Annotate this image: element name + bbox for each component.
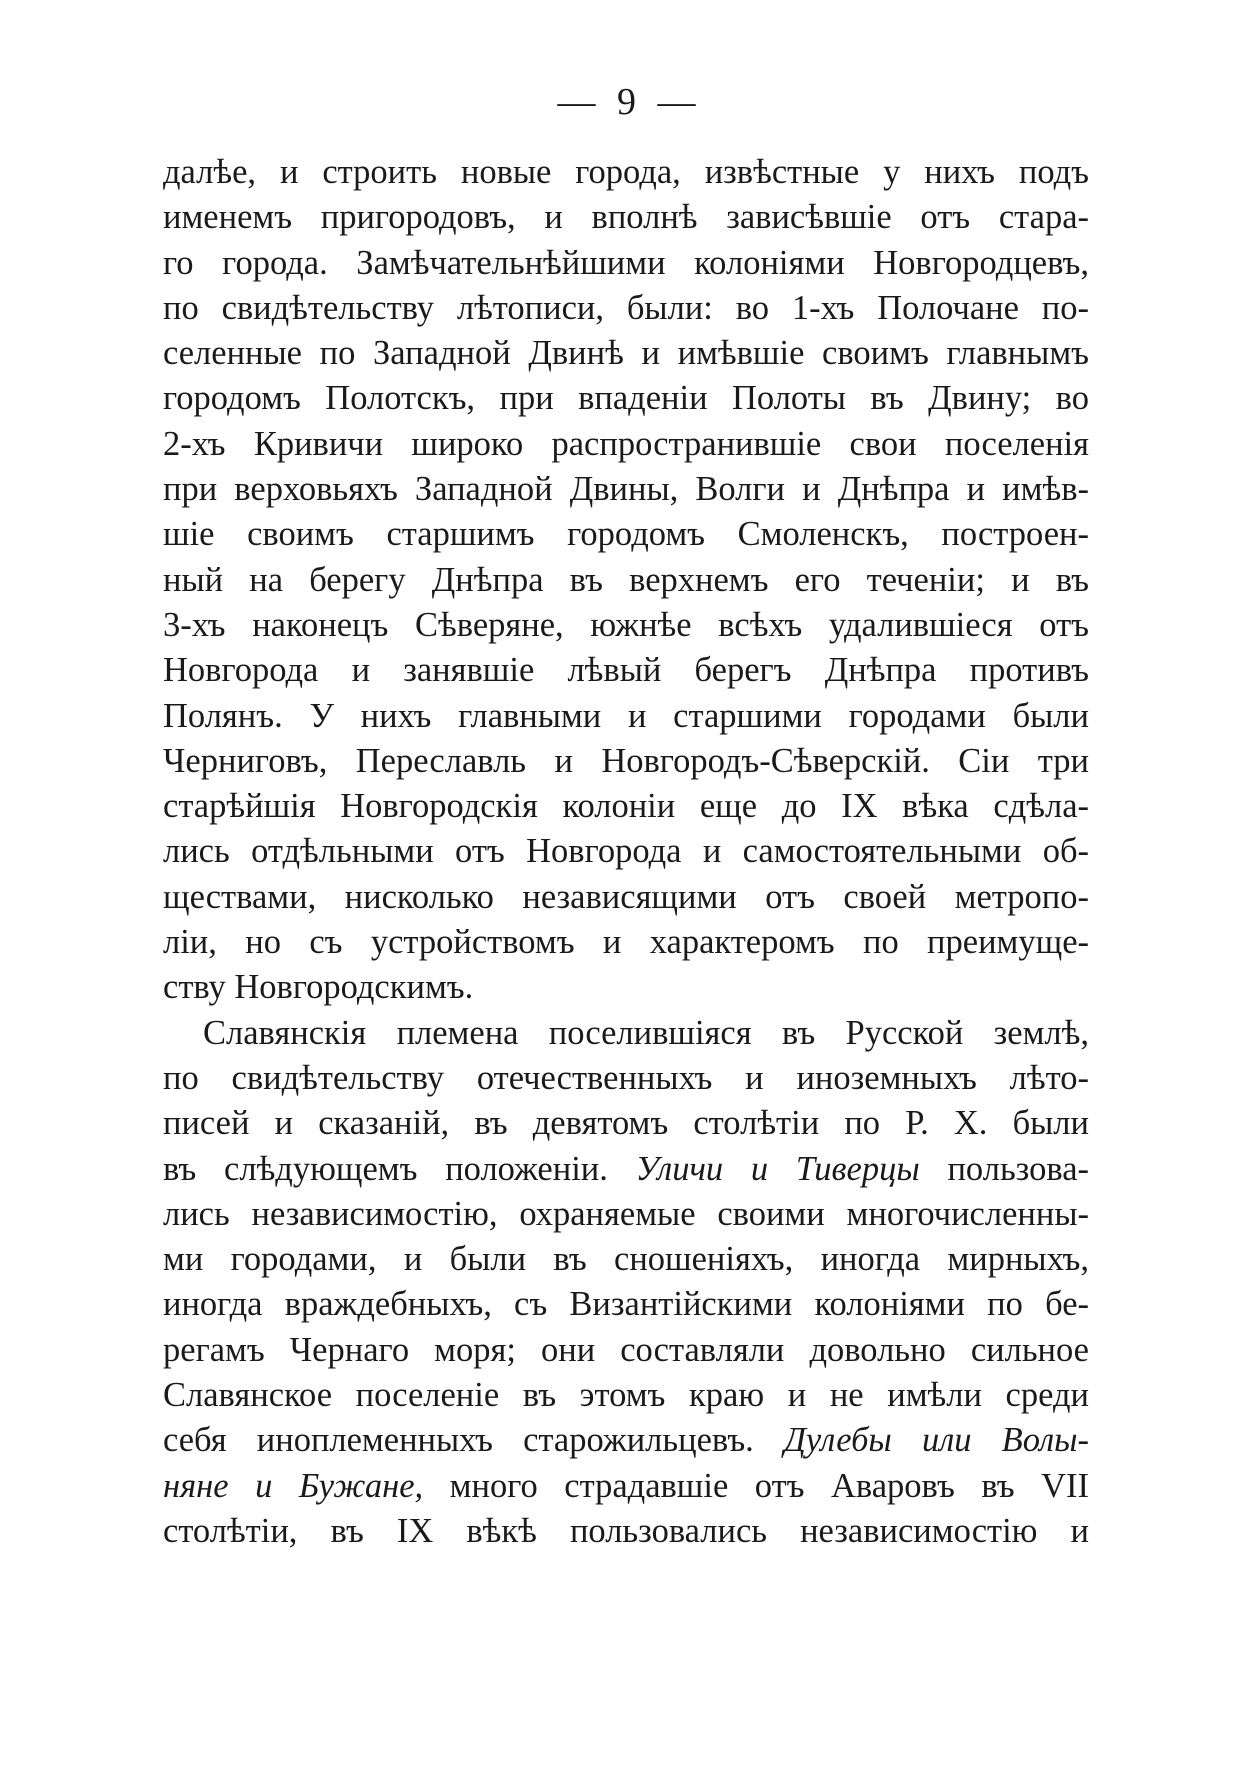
text-line: шіе своимъ старшимъ городомъ Смоленскъ, построен- (163, 515, 1089, 554)
text-line: Новгорода и занявшіе лѣвый берегъ Днѣпра противъ (163, 651, 1089, 690)
text-line: писей и сказаній, въ девятомъ столѣтіи по Р. Х. были (163, 1104, 1089, 1143)
text-line: по свидѣтельству отечественныхъ и иноземныхъ лѣто- (163, 1058, 1089, 1097)
text-line: Черниговъ, Переславль и Новгородъ-Сѣверскій. Сіи три (163, 741, 1089, 780)
text-line: 2-хъ Кривичи широко распространившіе свои поселенія (163, 424, 1089, 463)
text-line: старѣйшія Новгородскія колоніи еще до IX вѣка сдѣла- (163, 787, 1089, 826)
text-line: именемъ пригородовъ, и вполнѣ зависѣвшіе отъ стара- (163, 198, 1089, 237)
text-line: иногда враждебныхъ, съ Византійскими колоніями по бе- (163, 1285, 1089, 1324)
text-line: лись отдѣльными отъ Новгорода и самостоятельными об- (163, 832, 1089, 871)
italic-term: няне и Бужане, (163, 1466, 424, 1505)
text-line: Славянскія племена поселившіяся въ Русской землѣ, (203, 1013, 1089, 1052)
text-span: пользова- (919, 1149, 1089, 1188)
italic-term: Дулебы или Волы- (783, 1421, 1089, 1460)
text-line: лись независимостію, охраняемые своими многочисленны- (163, 1194, 1089, 1233)
text-line: при верховьяхъ Западной Двины, Волги и Днѣпра и имѣв- (163, 470, 1089, 509)
text-line: ществами, нисколько независящими отъ своей метропо- (163, 877, 1089, 916)
text-span: себя иноплеменныхъ старожильцевъ. (163, 1421, 784, 1460)
text-span: въ слѣдующемъ положеніи. (163, 1149, 636, 1188)
paragraph-1 (163, 150, 1089, 1011)
text-line: го города. Замѣчательнѣйшими колоніями Новгородцевъ, (163, 243, 1089, 282)
italic-term: Уличи и Тиверцы (635, 1149, 920, 1188)
text-line (163, 1147, 1089, 1192)
text-line: 3-хъ наконецъ Сѣверяне, южнѣе всѣхъ удалившіеся отъ (163, 605, 1089, 644)
text-line: ми городами, и были въ сношеніяхъ, иногда мирныхъ, (163, 1240, 1089, 1279)
text-line: селенные по Западной Двинѣ и имѣвшіе своимъ главнымъ (163, 334, 1089, 373)
text-line: ный на берегу Днѣпра въ верхнемъ его теченіи; и въ (163, 560, 1089, 599)
text-span: много страдавшіе отъ Аваровъ въ VII (423, 1466, 1089, 1505)
text-line: городомъ Полотскъ, при впаденіи Полоты въ Двину; во (163, 379, 1089, 418)
text-line: ству Новгородскимъ. (163, 968, 474, 1007)
paragraph-2 (163, 1011, 1089, 1555)
text-line: по свидѣтельству лѣтописи, были: во 1-хъ Полочане по- (163, 288, 1089, 327)
text-line: ліи, но съ устройствомъ и характеромъ по преимуще- (163, 923, 1089, 962)
text-line: столѣтіи, въ IX вѣкѣ пользовались независимостію и (163, 1511, 1089, 1550)
text-line: далѣе, и строить новые города, извѣстные у нихъ подъ (163, 153, 1089, 191)
text-line (163, 1464, 1089, 1509)
page-number: — 9 — (557, 81, 702, 123)
page-text (163, 150, 1089, 1554)
text-line: Славянское поселеніе въ этомъ краю и не имѣли среди (163, 1376, 1089, 1415)
text-line (163, 1418, 1089, 1463)
text-line: Полянъ. У нихъ главными и старшими городами были (163, 696, 1089, 735)
text-line: регамъ Чернаго моря; они составляли довольно сильное (163, 1330, 1089, 1369)
